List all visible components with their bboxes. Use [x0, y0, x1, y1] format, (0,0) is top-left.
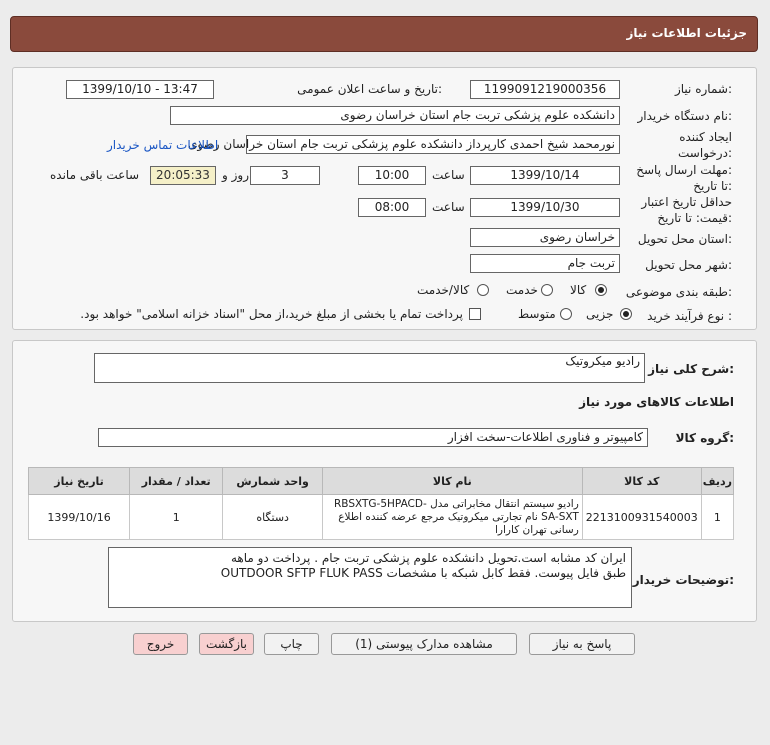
buyer-notes-line-2: طبق فایل پیوست. فقط کابل شبکه با مشخصات OUTDOOR SFTP FLUK PASS — [220, 566, 626, 580]
goods-section-title: اطلاعات کالاهای مورد نیاز — [579, 395, 734, 409]
print-button[interactable]: چاپ — [264, 633, 319, 655]
remaining-time-field: 20:05:33 — [150, 166, 216, 185]
goods-group-field: کامپیوتر و فناوری اطلاعات-سخت افزار — [98, 428, 648, 447]
category-radio-goods-service[interactable] — [477, 284, 489, 296]
buyer-notes-field — [108, 547, 632, 608]
goods-table — [28, 467, 734, 540]
process-option-medium: متوسط — [518, 307, 556, 321]
deadline-label-1: مهلت ارسال پاسخ: — [636, 163, 732, 177]
validity-label-2: قیمت: تا تاریخ: — [657, 211, 732, 225]
need-number-field: 1199091219000356 — [470, 80, 620, 99]
description-label: شرح کلی نیاز: — [648, 362, 734, 376]
category-radio-goods[interactable] — [595, 284, 607, 296]
remaining-label: ساعت باقی مانده — [50, 168, 140, 182]
creator-field: نورمحمد شیخ احمدی کارپرداز دانشکده علوم پزشکی تربت جام استان خراسان رضوی — [246, 135, 620, 154]
goods-group-label: گروه کالا: — [675, 431, 734, 445]
page-title: جزئیات اطلاعات نیاز — [626, 26, 747, 40]
buyer-label: نام دستگاه خریدار: — [637, 109, 732, 123]
cell-date: 1399/10/16 — [29, 495, 130, 540]
category-label: طبقه بندی موضوعی: — [625, 285, 732, 299]
column-header-row: ردیف — [701, 468, 733, 495]
announce-field: 1399/10/10 - 13:47 — [66, 80, 214, 99]
need-number-label: شماره نیاز: — [674, 82, 732, 96]
goods-table-header — [29, 468, 734, 495]
cell-code: 2213100931540003 — [582, 495, 701, 540]
column-header-date: تاریخ نیاز — [29, 468, 130, 495]
column-header-unit: واحد شمارش — [223, 468, 323, 495]
cell-name: رادیو سیستم انتقال مخابراتی مدل RBSXTG-5HPACD-SA-SXT نام تجارتی میکروتیک مرجع عرضه کننده اطلاع رسانی تهران کارارا — [322, 495, 582, 540]
exit-button[interactable]: خروج — [133, 633, 188, 655]
buyer-notes-line-1: ایران کد مشابه است.تحویل دانشکده علوم پزشکی تربت جام . پرداخت دو ماهه — [230, 551, 626, 565]
validity-label-1: حداقل تاریخ اعتبار — [641, 195, 732, 209]
deadline-label-2: تا تاریخ: — [693, 179, 732, 193]
deadline-date-field: 1399/10/14 — [470, 166, 620, 185]
process-radio-medium[interactable] — [560, 308, 572, 320]
process-option-minor: جزیی — [586, 307, 614, 321]
creator-label-1: ایجاد کننده — [679, 130, 732, 144]
city-label: شهر محل تحویل: — [645, 258, 732, 272]
buyer-contact-link[interactable]: اطلاعات تماس خریدار — [107, 138, 219, 152]
view-attachments-button[interactable]: مشاهده مدارک پیوستی (1) — [331, 633, 517, 655]
province-field: خراسان رضوی — [470, 228, 620, 247]
column-header-name: نام کالا — [322, 468, 582, 495]
process-radio-minor[interactable] — [620, 308, 632, 320]
buyer-field: دانشکده علوم پزشکی تربت جام استان خراسان رضوی — [170, 106, 620, 125]
validity-time-field: 08:00 — [358, 198, 426, 217]
deadline-time-label: ساعت — [432, 168, 465, 182]
category-option-goods: کالا — [570, 283, 587, 297]
province-label: استان محل تحویل: — [637, 232, 732, 246]
category-radio-service[interactable] — [541, 284, 553, 296]
category-option-service: خدمت — [506, 283, 538, 297]
days-label: روز و — [222, 168, 249, 182]
treasury-payment-checkbox[interactable] — [469, 308, 481, 320]
column-header-code: کد کالا — [582, 468, 701, 495]
category-option-goods-service: کالا/خدمت — [417, 283, 470, 297]
deadline-time-field: 10:00 — [358, 166, 426, 185]
creator-label-2: درخواست: — [678, 146, 732, 160]
treasury-payment-note: پرداخت تمام یا بخشی از مبلغ خرید،از محل "اسناد خزانه اسلامی" خواهد بود. — [80, 307, 463, 321]
column-header-quantity: تعداد / مقدار — [130, 468, 223, 495]
city-field: تربت جام — [470, 254, 620, 273]
description-field: رادیو میکروتیک — [94, 353, 645, 383]
validity-time-label: ساعت — [432, 200, 465, 214]
page-header — [10, 16, 758, 52]
process-label: نوع فرآیند خرید : — [647, 309, 732, 323]
back-button[interactable]: بازگشت — [199, 633, 254, 655]
cell-unit: دستگاه — [223, 495, 323, 540]
validity-date-field: 1399/10/30 — [470, 198, 620, 217]
cell-row: 1 — [701, 495, 733, 540]
announce-label: تاریخ و ساعت اعلان عمومی: — [297, 82, 442, 96]
cell-quantity: 1 — [130, 495, 223, 540]
buyer-notes-label: توضیحات خریدار: — [632, 573, 734, 587]
days-field: 3 — [250, 166, 320, 185]
reply-button[interactable]: پاسخ به نیاز — [529, 633, 635, 655]
table-row — [29, 495, 734, 540]
